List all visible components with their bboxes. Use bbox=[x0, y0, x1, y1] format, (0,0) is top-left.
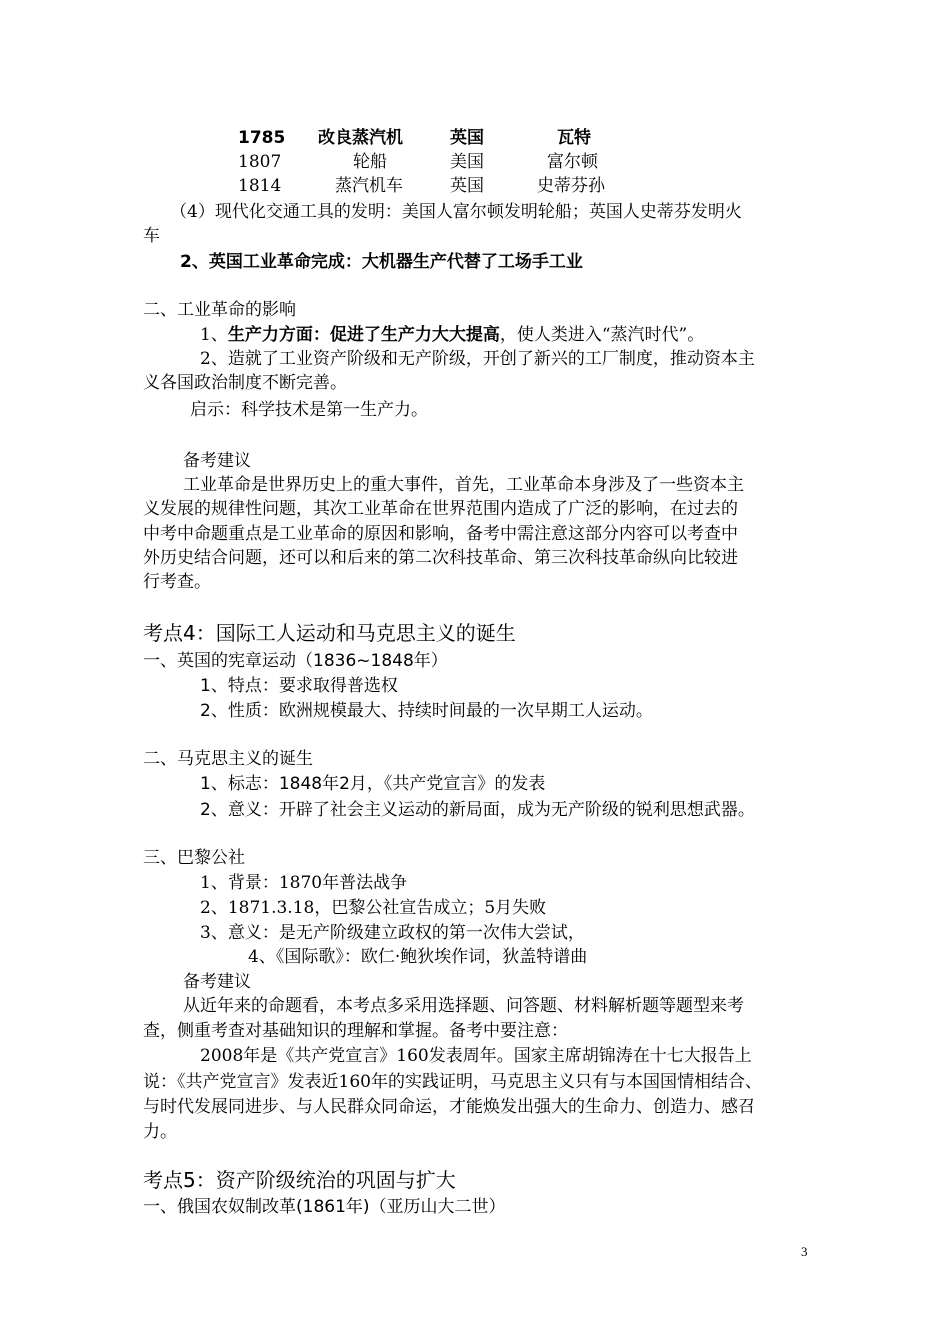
list-item: 2、意义：开辟了社会主义运动的新局面，成为无产阶级的锐利思想武器。 bbox=[200, 800, 755, 820]
list-item: 4、《国际歌》：欧仁·鲍狄埃作词，狄盖特谱曲 bbox=[248, 947, 588, 967]
paragraph-line: 从近年来的命题看，本考点多采用选择题、问答题、材料解析题等题型来考 bbox=[183, 996, 744, 1016]
section-heading: 一、俄国农奴制改革(1861年)（亚历山大二世） bbox=[143, 1197, 506, 1217]
list-item: 1、标志：1848年2月，《共产党宣言》的发表 bbox=[200, 774, 546, 794]
emphasis-text: 生产力方面：促进了生产力大大提高 bbox=[227, 325, 500, 345]
section-heading: 二、工业革命的影响 bbox=[143, 300, 296, 320]
table-cell-inventor: 富尔顿 bbox=[547, 152, 598, 172]
table-cell-year: 1785 bbox=[238, 128, 286, 148]
paragraph-line: 2008年是《共产党宣言》160发表周年。国家主席胡锦涛在十七大报告上 bbox=[200, 1046, 752, 1066]
paragraph-line: 义各国政治制度不断完善。 bbox=[143, 373, 347, 393]
table-cell-country: 英国 bbox=[450, 128, 484, 148]
paragraph-line: （4）现代化交通工具的发明：美国人富尔顿发明轮船；英国人史蒂芬发明火 bbox=[170, 202, 742, 222]
paragraph-line: 工业革命是世界历史上的重大事件，首先，工业革命本身涉及了一些资本主 bbox=[183, 475, 744, 495]
paragraph-line: 车 bbox=[143, 226, 160, 246]
takeaway-line: 启示：科学技术是第一生产力。 bbox=[190, 400, 428, 420]
list-item: 2、1871.3.18，巴黎公社宣告成立；5月失败 bbox=[200, 898, 547, 918]
paragraph-line: 2、造就了工业资产阶级和无产阶级，开创了新兴的工厂制度，推动资本主 bbox=[200, 349, 755, 369]
table-cell-country: 英国 bbox=[450, 176, 484, 196]
section-heading: 二、马克思主义的诞生 bbox=[143, 749, 313, 769]
table-cell-country: 美国 bbox=[450, 152, 484, 172]
paragraph-line: 力。 bbox=[143, 1122, 177, 1142]
table-cell-year: 1814 bbox=[238, 176, 282, 196]
list-item: 1、特点：要求取得普选权 bbox=[200, 676, 398, 696]
table-cell-invention: 蒸汽机车 bbox=[335, 176, 403, 196]
section-heading: 三、巴黎公社 bbox=[143, 848, 245, 868]
table-cell-invention: 轮船 bbox=[353, 152, 387, 172]
paragraph-line: 义发展的规律性问题，其次工业革命在世界范围内造成了广泛的影响，在过去的 bbox=[143, 499, 738, 519]
table-cell-inventor: 瓦特 bbox=[557, 128, 591, 148]
table-cell-year: 1807 bbox=[238, 152, 282, 172]
paragraph-line: 外历史结合问题，还可以和后来的第二次科技革命、第三次科技革命纵向比较进 bbox=[143, 548, 738, 568]
list-item: 3、意义：是无产阶级建立政权的第一次伟大尝试， bbox=[200, 923, 585, 943]
paragraph-line: 与时代发展同进步、与人民群众同命运，才能焕发出强大的生命力、创造力、感召 bbox=[143, 1097, 755, 1117]
paragraph-line: 查，侧重考查对基础知识的理解和掌握。备考中要注意： bbox=[143, 1021, 568, 1041]
subheading: 备考建议 bbox=[183, 972, 251, 992]
table-cell-inventor: 史蒂芬孙 bbox=[537, 176, 605, 196]
subheading: 2、英国工业革命完成：大机器生产代替了工场手工业 bbox=[180, 252, 583, 272]
paragraph-line bbox=[200, 323, 704, 347]
paragraph-line: 中考中命题重点是工业革命的原因和影响，备考中需注意这部分内容可以考查中 bbox=[143, 524, 738, 544]
topic-heading: 考点5：资产阶级统治的巩固与扩大 bbox=[143, 1168, 456, 1192]
list-item: 2、性质：欧洲规模最大、持续时间最的一次早期工人运动。 bbox=[200, 701, 653, 721]
paragraph-line: 行考查。 bbox=[143, 572, 211, 592]
paragraph-line: 说：《共产党宣言》发表近160年的实践证明，马克思主义只有与本国国情相结合、 bbox=[143, 1072, 762, 1092]
topic-heading: 考点4：国际工人运动和马克思主义的诞生 bbox=[143, 621, 516, 645]
subheading: 备考建议 bbox=[183, 451, 251, 471]
list-item: 1、背景：1870年普法战争 bbox=[200, 873, 408, 893]
table-cell-invention: 改良蒸汽机 bbox=[318, 128, 403, 148]
page-number: 3 bbox=[801, 1244, 808, 1259]
item-text: ，使人类进入“蒸汽时代”。 bbox=[499, 325, 705, 345]
item-number: 1、 bbox=[200, 325, 228, 345]
section-heading: 一、英国的宪章运动（1836~1848年） bbox=[143, 651, 448, 671]
